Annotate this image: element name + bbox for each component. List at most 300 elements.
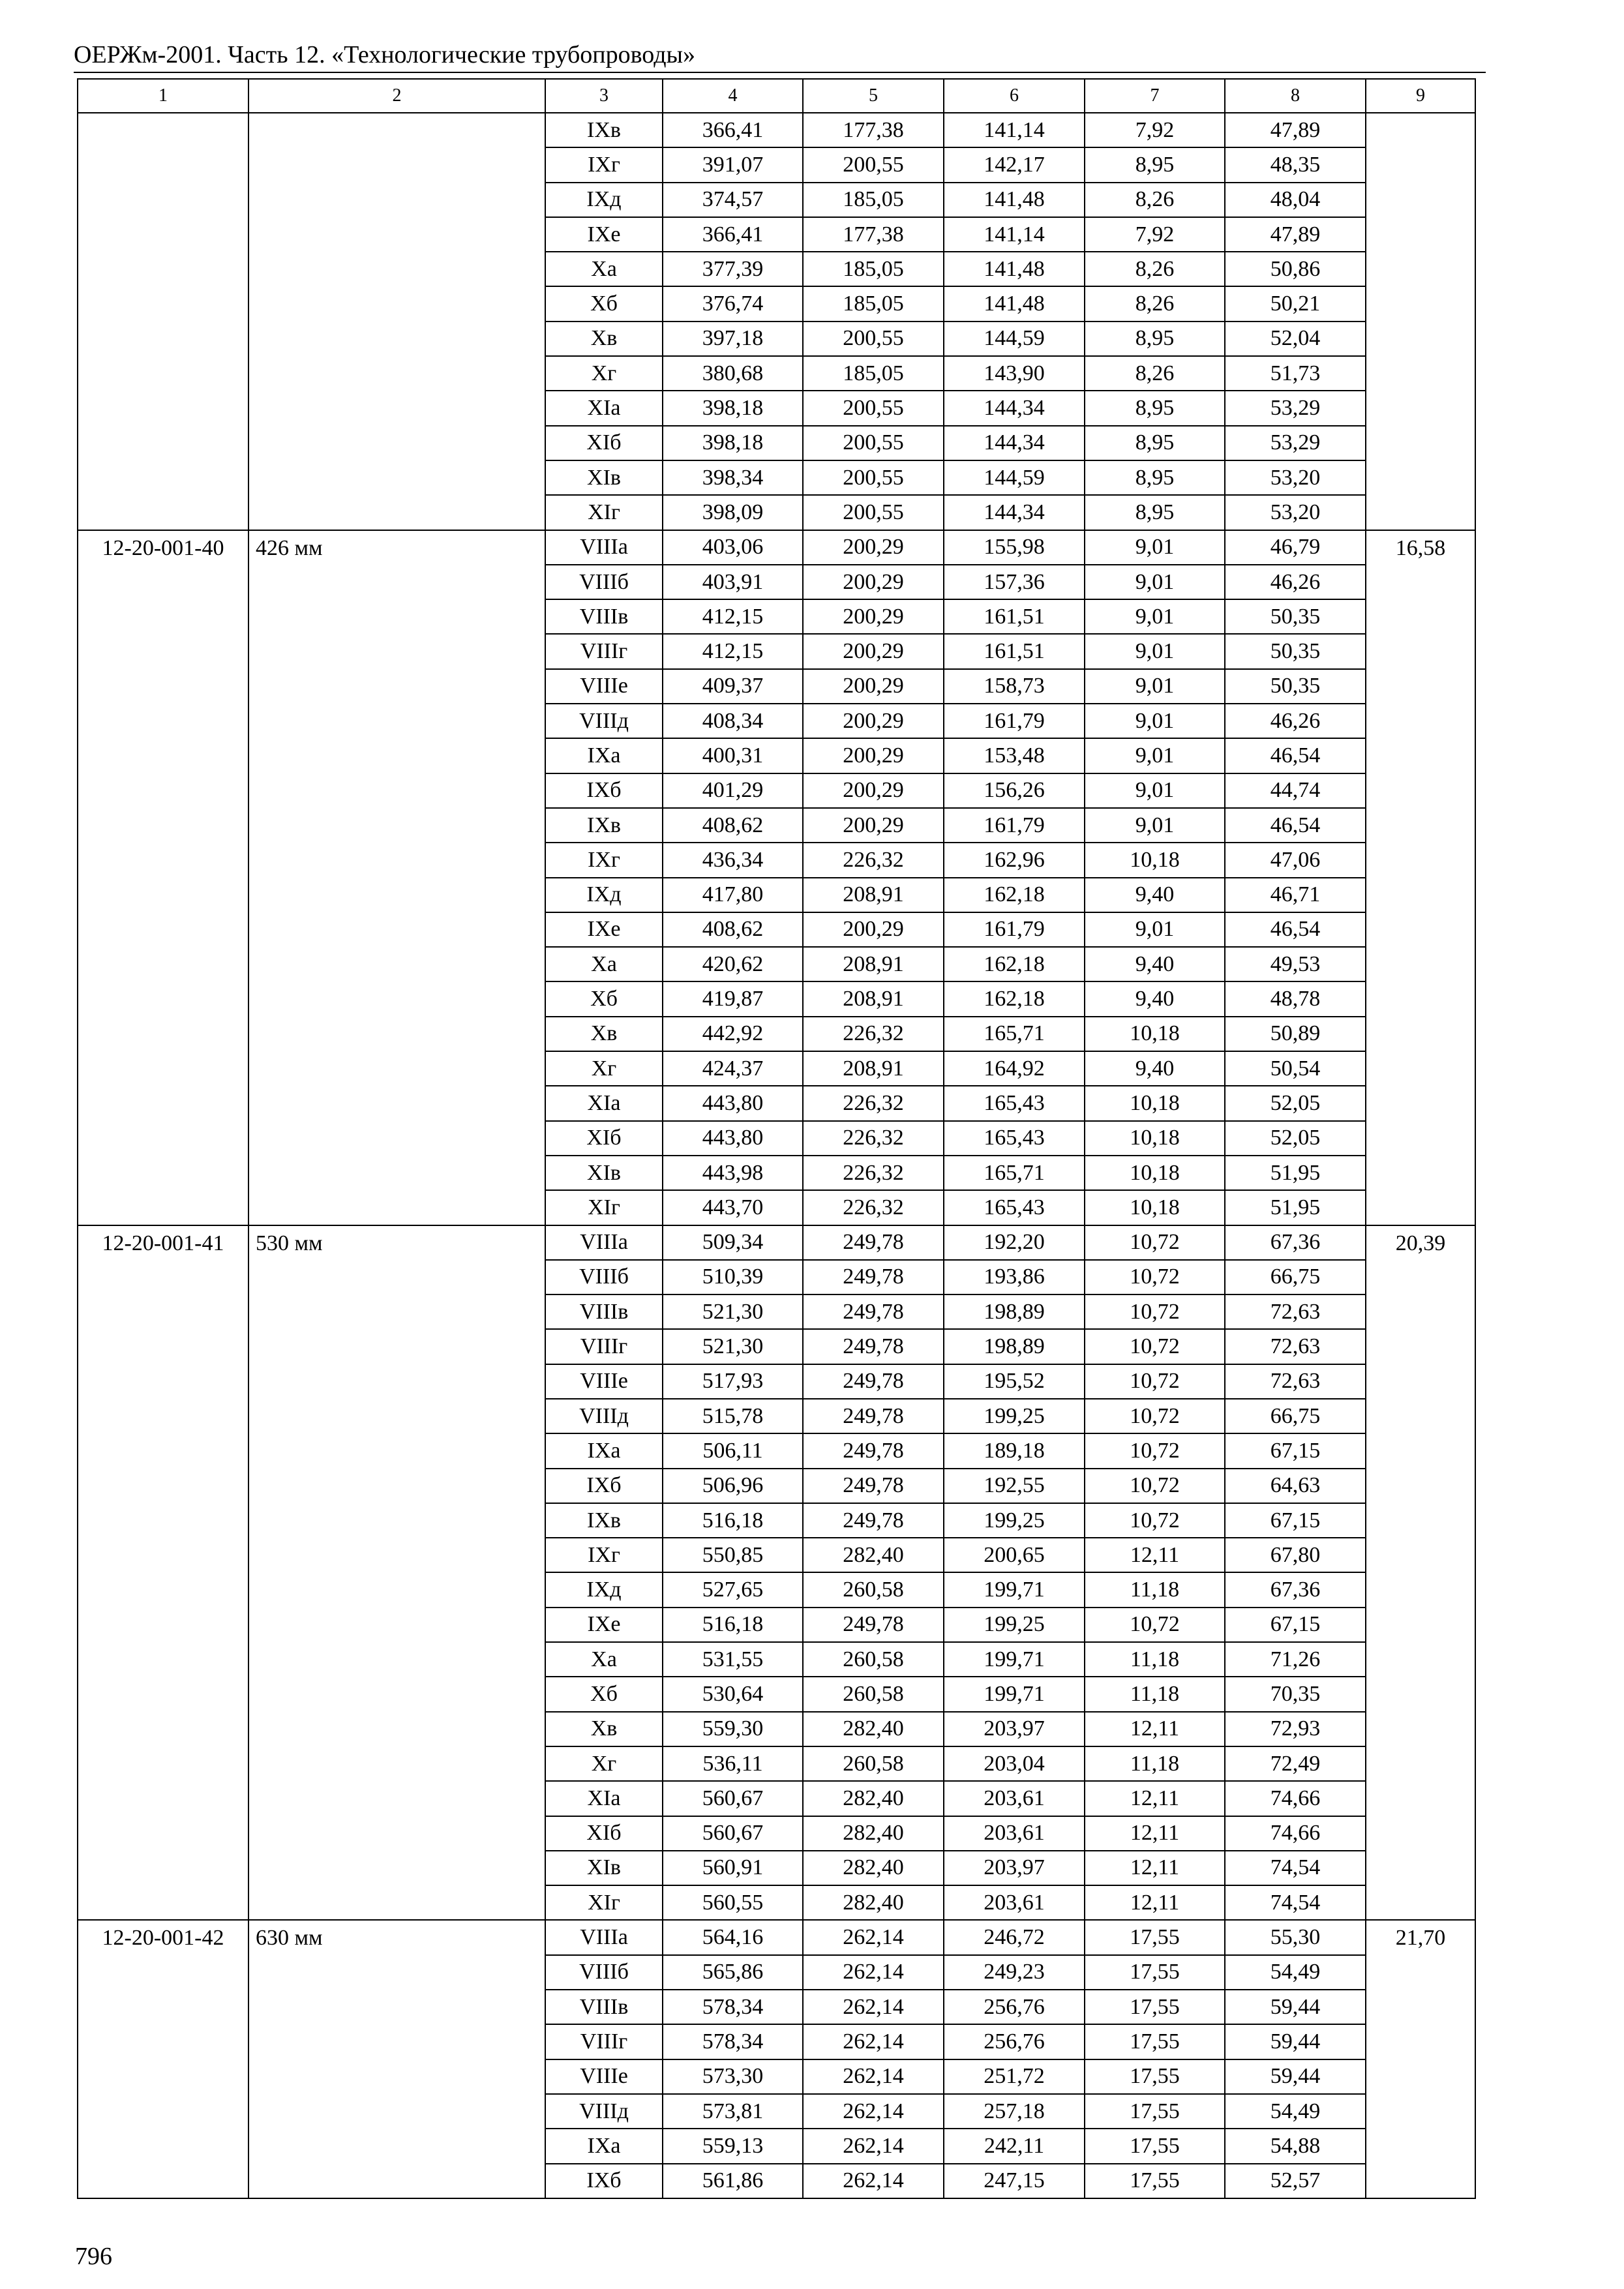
value-cell: 282,40 [803, 1538, 944, 1572]
column9-cell: 20,39 [1366, 1225, 1475, 1921]
value-cell: 17,55 [1085, 1955, 1225, 1990]
value-cell: 10,72 [1085, 1364, 1225, 1399]
value-cell: 9,01 [1085, 773, 1225, 808]
value-cell: 260,58 [803, 1642, 944, 1677]
zone-cell: IXа [545, 2129, 663, 2163]
value-cell: 573,81 [663, 2094, 803, 2129]
value-cell: 12,11 [1085, 1885, 1225, 1920]
zone-cell: VIIIе [545, 2059, 663, 2094]
column9-cell [1366, 113, 1475, 530]
zone-cell: IXб [545, 773, 663, 808]
value-cell: 52,04 [1225, 322, 1366, 356]
value-cell: 17,55 [1085, 1920, 1225, 1954]
value-cell: 50,35 [1225, 669, 1366, 704]
value-cell: 141,48 [944, 183, 1085, 217]
zone-cell: IXг [545, 843, 663, 877]
zone-cell: Xб [545, 286, 663, 321]
value-cell: 72,49 [1225, 1746, 1366, 1781]
value-cell: 249,78 [803, 1503, 944, 1538]
value-cell: 200,55 [803, 391, 944, 425]
zone-cell: XIб [545, 1816, 663, 1851]
value-cell: 366,41 [663, 113, 803, 147]
value-cell: 10,72 [1085, 1433, 1225, 1468]
zone-cell: VIIIд [545, 2094, 663, 2129]
zone-cell: XIа [545, 391, 663, 425]
value-cell: 530,64 [663, 1677, 803, 1711]
value-cell: 262,14 [803, 2129, 944, 2163]
value-cell: 409,37 [663, 669, 803, 704]
value-cell: 564,16 [663, 1920, 803, 1954]
zone-cell: Xб [545, 1677, 663, 1711]
value-cell: 185,05 [803, 252, 944, 286]
item-name-cell: 530 мм [248, 1225, 545, 1921]
value-cell: 200,65 [944, 1538, 1085, 1572]
zone-cell: Xв [545, 1017, 663, 1051]
value-cell: 249,78 [803, 1399, 944, 1433]
value-cell: 74,66 [1225, 1781, 1366, 1816]
value-cell: 9,40 [1085, 981, 1225, 1016]
value-cell: 52,05 [1225, 1086, 1366, 1120]
value-cell: 10,72 [1085, 1329, 1225, 1364]
value-cell: 408,34 [663, 704, 803, 738]
value-cell: 165,43 [944, 1086, 1085, 1120]
value-cell: 200,55 [803, 495, 944, 530]
value-cell: 67,36 [1225, 1225, 1366, 1260]
value-cell: 17,55 [1085, 1990, 1225, 2024]
value-cell: 158,73 [944, 669, 1085, 704]
value-cell: 199,71 [944, 1642, 1085, 1677]
value-cell: 10,72 [1085, 1294, 1225, 1329]
value-cell: 141,14 [944, 113, 1085, 147]
table-row [78, 530, 1475, 565]
zone-cell: IXе [545, 217, 663, 252]
value-cell: 262,14 [803, 1955, 944, 1990]
zone-cell: VIIIв [545, 1294, 663, 1329]
value-cell: 50,35 [1225, 599, 1366, 634]
value-cell: 398,34 [663, 460, 803, 495]
value-cell: 516,18 [663, 1608, 803, 1642]
value-cell: 10,72 [1085, 1503, 1225, 1538]
value-cell: 177,38 [803, 113, 944, 147]
zone-cell: XIг [545, 1885, 663, 1920]
value-cell: 398,09 [663, 495, 803, 530]
rates-table [77, 78, 1476, 2199]
column-header: 8 [1225, 79, 1366, 113]
value-cell: 70,35 [1225, 1677, 1366, 1711]
zone-cell: IXа [545, 1433, 663, 1468]
value-cell: 74,54 [1225, 1885, 1366, 1920]
value-cell: 408,62 [663, 912, 803, 947]
value-cell: 249,78 [803, 1294, 944, 1329]
value-cell: 162,18 [944, 981, 1085, 1016]
value-cell: 249,78 [803, 1469, 944, 1503]
value-cell: 17,55 [1085, 2164, 1225, 2198]
value-cell: 208,91 [803, 1051, 944, 1086]
item-name-cell [248, 113, 545, 530]
value-cell: 74,54 [1225, 1851, 1366, 1885]
value-cell: 256,76 [944, 1990, 1085, 2024]
zone-cell: Xв [545, 322, 663, 356]
value-cell: 573,30 [663, 2059, 803, 2094]
value-cell: 412,15 [663, 634, 803, 668]
value-cell: 144,59 [944, 322, 1085, 356]
value-cell: 8,95 [1085, 391, 1225, 425]
value-cell: 67,15 [1225, 1608, 1366, 1642]
value-cell: 262,14 [803, 2164, 944, 2198]
column-header: 3 [545, 79, 663, 113]
value-cell: 8,95 [1085, 322, 1225, 356]
value-cell: 9,40 [1085, 1051, 1225, 1086]
value-cell: 50,35 [1225, 634, 1366, 668]
value-cell: 165,71 [944, 1156, 1085, 1190]
value-cell: 282,40 [803, 1712, 944, 1746]
column-header: 7 [1085, 79, 1225, 113]
value-cell: 397,18 [663, 322, 803, 356]
value-cell: 403,06 [663, 530, 803, 565]
zone-cell: VIIIб [545, 1260, 663, 1294]
value-cell: 9,01 [1085, 669, 1225, 704]
value-cell: 578,34 [663, 1990, 803, 2024]
value-cell: 10,18 [1085, 1190, 1225, 1225]
value-cell: 8,95 [1085, 495, 1225, 530]
value-cell: 10,18 [1085, 843, 1225, 877]
value-cell: 48,35 [1225, 147, 1366, 182]
value-cell: 559,13 [663, 2129, 803, 2163]
value-cell: 262,14 [803, 2024, 944, 2059]
value-cell: 8,95 [1085, 147, 1225, 182]
value-cell: 226,32 [803, 1156, 944, 1190]
column-header: 5 [803, 79, 944, 113]
value-cell: 559,30 [663, 1712, 803, 1746]
value-cell: 17,55 [1085, 2129, 1225, 2163]
value-cell: 516,18 [663, 1503, 803, 1538]
value-cell: 10,72 [1085, 1469, 1225, 1503]
header-rule [74, 72, 1486, 73]
zone-cell: VIIIд [545, 704, 663, 738]
value-cell: 200,29 [803, 773, 944, 808]
zone-cell: VIIIд [545, 1399, 663, 1433]
value-cell: 521,30 [663, 1329, 803, 1364]
zone-cell: VIIIб [545, 565, 663, 599]
value-cell: 398,18 [663, 391, 803, 425]
table-body [78, 79, 1475, 2198]
value-cell: 249,78 [803, 1433, 944, 1468]
zone-cell: IXа [545, 738, 663, 773]
value-cell: 165,43 [944, 1121, 1085, 1156]
value-cell: 560,67 [663, 1781, 803, 1816]
value-cell: 8,95 [1085, 426, 1225, 460]
value-cell: 203,61 [944, 1781, 1085, 1816]
value-cell: 208,91 [803, 878, 944, 912]
value-cell: 9,01 [1085, 599, 1225, 634]
zone-cell: Xа [545, 947, 663, 981]
value-cell: 203,97 [944, 1851, 1085, 1885]
zone-cell: IXв [545, 808, 663, 843]
value-cell: 51,73 [1225, 356, 1366, 391]
value-cell: 550,85 [663, 1538, 803, 1572]
zone-cell: XIа [545, 1086, 663, 1120]
value-cell: 66,75 [1225, 1399, 1366, 1433]
value-cell: 9,01 [1085, 912, 1225, 947]
value-cell: 17,55 [1085, 2059, 1225, 2094]
value-cell: 417,80 [663, 878, 803, 912]
value-cell: 391,07 [663, 147, 803, 182]
value-cell: 52,57 [1225, 2164, 1366, 2198]
value-cell: 403,91 [663, 565, 803, 599]
value-cell: 53,20 [1225, 460, 1366, 495]
value-cell: 510,39 [663, 1260, 803, 1294]
value-cell: 165,43 [944, 1190, 1085, 1225]
value-cell: 200,29 [803, 565, 944, 599]
value-cell: 506,11 [663, 1433, 803, 1468]
zone-cell: Xб [545, 981, 663, 1016]
value-cell: 9,01 [1085, 704, 1225, 738]
value-cell: 74,66 [1225, 1816, 1366, 1851]
value-cell: 262,14 [803, 1920, 944, 1954]
rate-code-cell: 12-20-001-41 [78, 1225, 248, 1921]
zone-cell: Xг [545, 356, 663, 391]
rate-code-cell: 12-20-001-40 [78, 530, 248, 1225]
zone-cell: XIв [545, 1851, 663, 1885]
zone-cell: IXв [545, 113, 663, 147]
value-cell: 71,26 [1225, 1642, 1366, 1677]
value-cell: 9,40 [1085, 878, 1225, 912]
value-cell: 203,61 [944, 1816, 1085, 1851]
value-cell: 203,61 [944, 1885, 1085, 1920]
value-cell: 7,92 [1085, 113, 1225, 147]
value-cell: 200,55 [803, 426, 944, 460]
value-cell: 282,40 [803, 1851, 944, 1885]
value-cell: 10,72 [1085, 1260, 1225, 1294]
value-cell: 203,97 [944, 1712, 1085, 1746]
value-cell: 46,26 [1225, 704, 1366, 738]
value-cell: 380,68 [663, 356, 803, 391]
value-cell: 376,74 [663, 286, 803, 321]
value-cell: 408,62 [663, 808, 803, 843]
zone-cell: Xг [545, 1746, 663, 1781]
value-cell: 198,89 [944, 1329, 1085, 1364]
value-cell: 44,74 [1225, 773, 1366, 808]
zone-cell: VIIIе [545, 669, 663, 704]
zone-cell: VIIIг [545, 2024, 663, 2059]
zone-cell: IXд [545, 1572, 663, 1607]
zone-cell: XIб [545, 426, 663, 460]
value-cell: 143,90 [944, 356, 1085, 391]
value-cell: 226,32 [803, 843, 944, 877]
value-cell: 506,96 [663, 1469, 803, 1503]
value-cell: 12,11 [1085, 1851, 1225, 1885]
value-cell: 200,29 [803, 634, 944, 668]
value-cell: 7,92 [1085, 217, 1225, 252]
value-cell: 199,25 [944, 1608, 1085, 1642]
value-cell: 200,55 [803, 322, 944, 356]
value-cell: 10,18 [1085, 1017, 1225, 1051]
value-cell: 9,01 [1085, 530, 1225, 565]
zone-cell: IXв [545, 1503, 663, 1538]
value-cell: 9,40 [1085, 947, 1225, 981]
value-cell: 9,01 [1085, 565, 1225, 599]
value-cell: 282,40 [803, 1816, 944, 1851]
value-cell: 12,11 [1085, 1538, 1225, 1572]
value-cell: 144,34 [944, 391, 1085, 425]
value-cell: 47,06 [1225, 843, 1366, 877]
value-cell: 59,44 [1225, 1990, 1366, 2024]
value-cell: 12,11 [1085, 1781, 1225, 1816]
value-cell: 51,95 [1225, 1190, 1366, 1225]
value-cell: 199,25 [944, 1503, 1085, 1538]
value-cell: 9,01 [1085, 634, 1225, 668]
value-cell: 260,58 [803, 1677, 944, 1711]
value-cell: 256,76 [944, 2024, 1085, 2059]
zone-cell: XIа [545, 1781, 663, 1816]
value-cell: 442,92 [663, 1017, 803, 1051]
value-cell: 247,15 [944, 2164, 1085, 2198]
value-cell: 46,54 [1225, 738, 1366, 773]
value-cell: 59,44 [1225, 2024, 1366, 2059]
zone-cell: VIIIб [545, 1955, 663, 1990]
value-cell: 249,23 [944, 1955, 1085, 1990]
value-cell: 46,26 [1225, 565, 1366, 599]
value-cell: 193,86 [944, 1260, 1085, 1294]
value-cell: 374,57 [663, 183, 803, 217]
value-cell: 66,75 [1225, 1260, 1366, 1294]
value-cell: 262,14 [803, 1990, 944, 2024]
value-cell: 144,34 [944, 495, 1085, 530]
zone-cell: IXб [545, 2164, 663, 2198]
rate-code-cell: 12-20-001-42 [78, 1920, 248, 2198]
value-cell: 67,80 [1225, 1538, 1366, 1572]
value-cell: 46,71 [1225, 878, 1366, 912]
value-cell: 200,29 [803, 530, 944, 565]
table-row [78, 113, 1475, 147]
value-cell: 200,29 [803, 808, 944, 843]
table-row [78, 1225, 1475, 1260]
zone-cell: Xг [545, 1051, 663, 1086]
value-cell: 521,30 [663, 1294, 803, 1329]
value-cell: 242,11 [944, 2129, 1085, 2163]
value-cell: 10,18 [1085, 1156, 1225, 1190]
value-cell: 226,32 [803, 1017, 944, 1051]
column9-cell: 21,70 [1366, 1920, 1475, 2198]
value-cell: 560,91 [663, 1851, 803, 1885]
value-cell: 161,79 [944, 704, 1085, 738]
value-cell: 208,91 [803, 947, 944, 981]
value-cell: 443,70 [663, 1190, 803, 1225]
column-header-row [78, 79, 1475, 113]
value-cell: 46,54 [1225, 912, 1366, 947]
value-cell: 11,18 [1085, 1746, 1225, 1781]
value-cell: 8,26 [1085, 356, 1225, 391]
value-cell: 161,51 [944, 634, 1085, 668]
value-cell: 527,65 [663, 1572, 803, 1607]
value-cell: 366,41 [663, 217, 803, 252]
value-cell: 8,26 [1085, 183, 1225, 217]
value-cell: 11,18 [1085, 1572, 1225, 1607]
value-cell: 443,98 [663, 1156, 803, 1190]
value-cell: 50,89 [1225, 1017, 1366, 1051]
zone-cell: VIIIг [545, 1329, 663, 1364]
value-cell: 560,55 [663, 1885, 803, 1920]
value-cell: 257,18 [944, 2094, 1085, 2129]
value-cell: 185,05 [803, 183, 944, 217]
zone-cell: IXг [545, 147, 663, 182]
value-cell: 10,18 [1085, 1086, 1225, 1120]
value-cell: 282,40 [803, 1885, 944, 1920]
value-cell: 162,18 [944, 947, 1085, 981]
value-cell: 72,63 [1225, 1329, 1366, 1364]
page-number: 796 [75, 2243, 112, 2270]
value-cell: 424,37 [663, 1051, 803, 1086]
value-cell: 157,36 [944, 565, 1085, 599]
value-cell: 200,55 [803, 147, 944, 182]
value-cell: 54,49 [1225, 2094, 1366, 2129]
value-cell: 192,55 [944, 1469, 1085, 1503]
value-cell: 141,14 [944, 217, 1085, 252]
value-cell: 200,29 [803, 704, 944, 738]
value-cell: 436,34 [663, 843, 803, 877]
value-cell: 48,78 [1225, 981, 1366, 1016]
value-cell: 156,26 [944, 773, 1085, 808]
value-cell: 200,29 [803, 599, 944, 634]
value-cell: 155,98 [944, 530, 1085, 565]
zone-cell: IXг [545, 1538, 663, 1572]
value-cell: 55,30 [1225, 1920, 1366, 1954]
value-cell: 50,54 [1225, 1051, 1366, 1086]
zone-cell: VIIIа [545, 1225, 663, 1260]
column9-cell: 16,58 [1366, 530, 1475, 1225]
value-cell: 164,92 [944, 1051, 1085, 1086]
value-cell: 262,14 [803, 2059, 944, 2094]
value-cell: 262,14 [803, 2094, 944, 2129]
value-cell: 162,96 [944, 843, 1085, 877]
value-cell: 50,86 [1225, 252, 1366, 286]
value-cell: 10,72 [1085, 1608, 1225, 1642]
value-cell: 46,54 [1225, 808, 1366, 843]
rates-table-container [77, 78, 1476, 2199]
value-cell: 46,79 [1225, 530, 1366, 565]
value-cell: 12,11 [1085, 1816, 1225, 1851]
value-cell: 17,55 [1085, 2024, 1225, 2059]
zone-cell: Xа [545, 252, 663, 286]
value-cell: 198,89 [944, 1294, 1085, 1329]
rate-code-cell [78, 113, 248, 530]
value-cell: 412,15 [663, 599, 803, 634]
zone-cell: IXб [545, 1469, 663, 1503]
value-cell: 565,86 [663, 1955, 803, 1990]
zone-cell: VIIIв [545, 599, 663, 634]
value-cell: 443,80 [663, 1121, 803, 1156]
zone-cell: VIIIа [545, 530, 663, 565]
value-cell: 249,78 [803, 1329, 944, 1364]
value-cell: 249,78 [803, 1364, 944, 1399]
value-cell: 246,72 [944, 1920, 1085, 1954]
zone-cell: VIIIв [545, 1990, 663, 2024]
value-cell: 50,21 [1225, 286, 1366, 321]
value-cell: 260,58 [803, 1746, 944, 1781]
value-cell: 49,53 [1225, 947, 1366, 981]
value-cell: 153,48 [944, 738, 1085, 773]
value-cell: 8,26 [1085, 252, 1225, 286]
value-cell: 51,95 [1225, 1156, 1366, 1190]
value-cell: 54,49 [1225, 1955, 1366, 1990]
value-cell: 161,79 [944, 912, 1085, 947]
value-cell: 578,34 [663, 2024, 803, 2059]
zone-cell: IXд [545, 183, 663, 217]
value-cell: 249,78 [803, 1608, 944, 1642]
value-cell: 144,34 [944, 426, 1085, 460]
value-cell: 226,32 [803, 1190, 944, 1225]
value-cell: 195,52 [944, 1364, 1085, 1399]
